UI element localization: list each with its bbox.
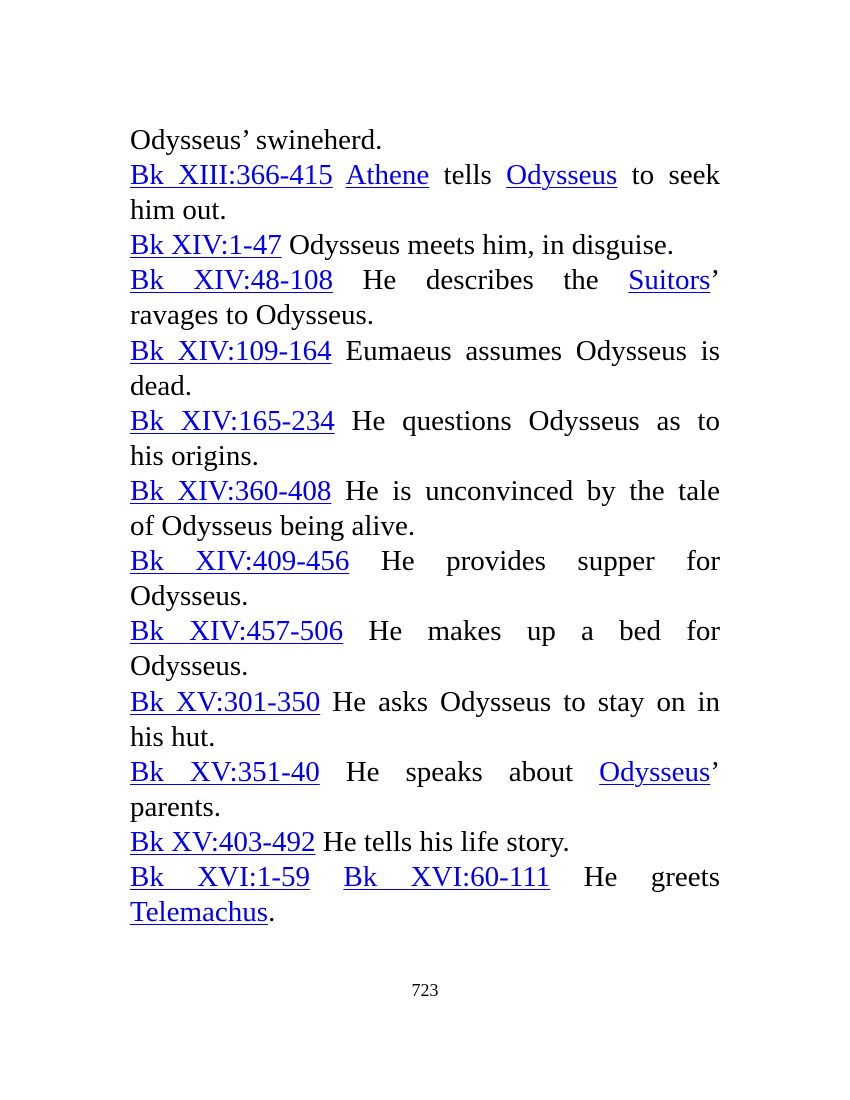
text: for: [686, 615, 721, 648]
link-part[interactable]: Bk: [130, 545, 164, 578]
text-line: [130, 158, 720, 193]
link-part[interactable]: XIV:409-456: [195, 545, 350, 578]
link-part[interactable]: XVI:1-59: [197, 860, 310, 893]
text: greets: [650, 860, 721, 893]
text: for: [686, 545, 720, 578]
text: him out.: [130, 194, 227, 227]
text: ravages to Odysseus.: [130, 299, 375, 332]
text: his hut.: [130, 720, 216, 753]
text: He: [368, 615, 403, 648]
text: Eumaeus assumes Odysseus is: [345, 334, 720, 367]
text: tells: [443, 159, 492, 192]
link-bk-xiv-409-456[interactable]: [130, 545, 349, 577]
text-line: [130, 614, 720, 649]
text: parents.: [130, 790, 221, 823]
link-part[interactable]: Bk: [130, 264, 164, 297]
link-part[interactable]: XIV:48-108: [193, 264, 333, 297]
page-body: [130, 123, 720, 930]
text: He tells his life story.: [322, 825, 570, 858]
page-number: 723: [411, 980, 439, 1000]
link-bk-xv-301-350[interactable]: Bk XV:301-350: [130, 685, 321, 718]
text-line: [130, 579, 720, 614]
text-line: [130, 755, 720, 790]
link-part[interactable]: Bk: [130, 615, 164, 648]
link-bk-xv-351-40[interactable]: [130, 756, 320, 788]
text: He: [380, 545, 415, 578]
link-part[interactable]: XVI:60-111: [410, 860, 551, 893]
link-bk-xiv-165-234[interactable]: Bk XIV:165-234: [130, 404, 335, 437]
suitors-word: [628, 264, 720, 296]
text-line: [130, 474, 720, 509]
text-line: [130, 649, 720, 684]
text-line: [130, 860, 720, 895]
link-bk-xv-403-492[interactable]: Bk XV:403-492: [130, 825, 316, 858]
text: dead.: [130, 369, 192, 402]
text-line: [130, 123, 720, 158]
text-line: [130, 404, 720, 439]
text: speaks: [405, 755, 483, 788]
text: describes: [425, 264, 534, 297]
text: Odysseus.: [130, 580, 249, 613]
text: Odysseus meets him, in disguise.: [288, 229, 674, 262]
text: up: [526, 615, 556, 648]
link-part[interactable]: XV:351-40: [189, 755, 320, 788]
link-bk-xiv-360-408[interactable]: Bk XIV:360-408: [130, 474, 332, 507]
text: makes: [427, 615, 502, 648]
link-athene[interactable]: Athene: [345, 159, 430, 192]
text: ’: [710, 264, 721, 297]
link-part[interactable]: Bk: [343, 860, 378, 893]
link-part[interactable]: XIV:457-506: [189, 615, 344, 648]
text: his origins.: [130, 439, 259, 472]
text: .: [268, 896, 276, 929]
text: Odysseus’ swineherd.: [130, 124, 383, 156]
link-bk-xvi-1-59[interactable]: [130, 861, 310, 893]
text-line: [130, 439, 720, 474]
link-part[interactable]: Bk: [130, 860, 164, 893]
text-line: [130, 685, 720, 720]
text-line: [130, 298, 720, 333]
text: Odysseus.: [130, 650, 249, 683]
link-part[interactable]: Bk: [130, 755, 164, 788]
text-line: [130, 509, 720, 544]
link-suitors[interactable]: Suitors: [628, 264, 711, 297]
link-bk-xiv-457-506[interactable]: [130, 615, 343, 647]
link-telemachus[interactable]: Telemachus: [130, 896, 269, 929]
text-line: [130, 193, 720, 228]
text: He is unconvinced by the tale: [344, 474, 720, 507]
link-bk-xiv-1-47[interactable]: Bk XIV:1-47: [130, 229, 282, 262]
link-bk-xiii-366-415[interactable]: Bk XIII:366-415: [130, 159, 333, 192]
link-bk-xiv-48-108[interactable]: [130, 264, 333, 296]
text-line: [130, 544, 720, 579]
text: a: [581, 615, 594, 648]
text: He: [583, 860, 618, 893]
text-line: [130, 895, 720, 930]
text-line: [130, 790, 720, 825]
text: about: [508, 755, 574, 788]
odysseus-word: [599, 756, 720, 788]
text: ’: [710, 755, 720, 788]
link-odysseus[interactable]: Odysseus: [599, 755, 711, 788]
text: supper: [577, 545, 655, 578]
text: the: [563, 264, 599, 297]
link-odysseus[interactable]: Odysseus: [506, 159, 618, 192]
text: He questions Odysseus as to: [351, 404, 720, 437]
text: He asks Odysseus to stay on in: [332, 685, 721, 718]
text-line: [130, 369, 720, 404]
text: to seek: [631, 159, 721, 192]
text-line: [130, 720, 720, 755]
text-line: [130, 263, 720, 298]
text: bed: [619, 615, 662, 648]
text: He: [345, 755, 380, 788]
text-line: [130, 334, 720, 369]
text: He: [362, 264, 397, 297]
text: of Odysseus being alive.: [130, 510, 416, 543]
text-line: [130, 825, 720, 860]
text: provides: [446, 545, 546, 578]
link-bk-xvi-60-111[interactable]: [343, 861, 550, 893]
link-bk-xiv-109-164[interactable]: Bk XIV:109-164: [130, 334, 332, 367]
text-line: [130, 228, 720, 263]
